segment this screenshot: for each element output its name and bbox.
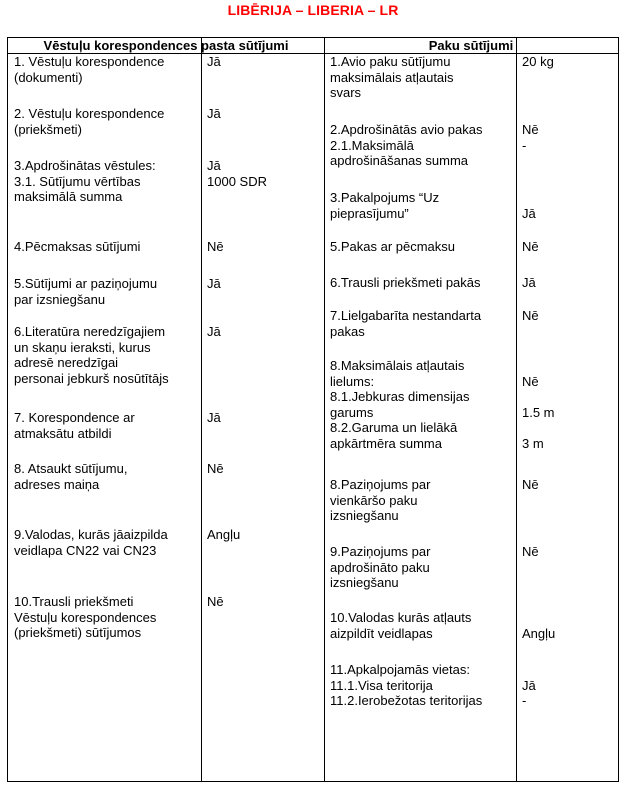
right-item-label: 6.Trausli priekšmeti pakās [330, 275, 481, 290]
left-item-label: 9.Valodas, kurās jāaizpilda veidlapa CN22 vai CN23 [14, 527, 168, 558]
right-item-value: Nē [522, 477, 539, 492]
left-item-value: Jā [207, 324, 221, 339]
right-item-label: 8.Maksimālais atļautais lielums: 8.1.Jebkuras dimensijas garums 8.2.Garuma un lielākā apkārtmēra summa [330, 358, 470, 451]
column-divider-right-value [516, 38, 517, 781]
page-title: LIBĒRIJA – LIBERIA – LR [227, 2, 399, 18]
left-item-label: 6.Literatūra neredzīgajiem un skaņu ieraksti, kurus adresē neredzīgai personai jebkurš nosūtītājs [14, 324, 169, 386]
right-item-value: Angļu [522, 625, 556, 641]
left-item-label: 5.Sūtījumi ar paziņojumu par izsniegšanu [14, 276, 158, 307]
right-item-label: 11.Apkalpojamās vietas: 11.1.Visa teritorija 11.2.Ierobežotas teritorijas [330, 662, 483, 708]
column-divider-left-value [201, 38, 202, 781]
left-item-value: Nē [207, 461, 224, 476]
right-item-value: Jā [522, 275, 536, 290]
left-section-header: Vēstuļu korespondences pasta sūtījumi [43, 38, 289, 53]
left-item-label: 7. Korespondence ar atmaksātu atbildi [14, 410, 135, 441]
right-item-label: 3.Pakalpojums “Uz pieprasījumu” [330, 190, 440, 221]
left-item-value: Jā [207, 106, 221, 121]
right-item-label: 2.Apdrošinātās avio pakas 2.1.Maksimālā apdrošināšanas summa [330, 122, 483, 168]
right-item-label: 7.Lielgabarīta nestandarta pakas [330, 308, 482, 339]
left-item-label: 8. Atsaukt sūtījumu, adreses maiņa [14, 461, 128, 492]
right-item-value: Jā [522, 205, 536, 221]
right-item-value: Nē - [522, 122, 539, 153]
left-item-value: Jā [207, 276, 221, 291]
right-item-label: 1.Avio paku sūtījumu maksimālais atļautais svars [330, 54, 454, 100]
left-item-label: 4.Pēcmaksas sūtījumi [14, 239, 141, 254]
right-section-header: Paku sūtījumi [428, 38, 514, 53]
left-item-value: Jā [207, 54, 221, 69]
right-item-value: Jā - [522, 677, 536, 708]
right-item-value: Nē 1.5 m 3 m [522, 373, 555, 451]
right-item-value: Nē [522, 308, 539, 323]
services-table [7, 37, 619, 782]
left-item-label: 10.Trausli priekšmeti Vēstuļu korespondences (priekšmeti) sūtījumos [14, 594, 157, 640]
right-item-label: 9.Paziņojums par apdrošināto paku izsniegšanu [330, 544, 431, 590]
left-item-label: 2. Vēstuļu korespondence (priekšmeti) [14, 106, 165, 137]
right-item-label: 8.Paziņojums par vienkāršo paku izsniegšanu [330, 477, 431, 523]
right-item-label: 5.Pakas ar pēcmaksu [330, 239, 456, 254]
right-item-label: 10.Valodas kurās atļauts aizpildīt veidlapas [330, 610, 472, 641]
left-item-label: 3.Apdrošinātas vēstules: 3.1. Sūtījumu vērtības maksimālā summa [14, 158, 156, 204]
left-item-value: Nē [207, 239, 224, 254]
left-item-value: Angļu [207, 527, 241, 542]
left-item-value: Nē [207, 594, 224, 609]
right-item-value: Nē [522, 544, 539, 559]
left-item-label: 1. Vēstuļu korespondence (dokumenti) [14, 54, 165, 85]
column-divider-center [324, 38, 325, 781]
right-item-value: 20 kg [522, 54, 554, 69]
right-item-value: Nē [522, 239, 539, 254]
left-item-value: Jā 1000 SDR [207, 158, 267, 189]
left-item-value: Jā [207, 410, 221, 425]
